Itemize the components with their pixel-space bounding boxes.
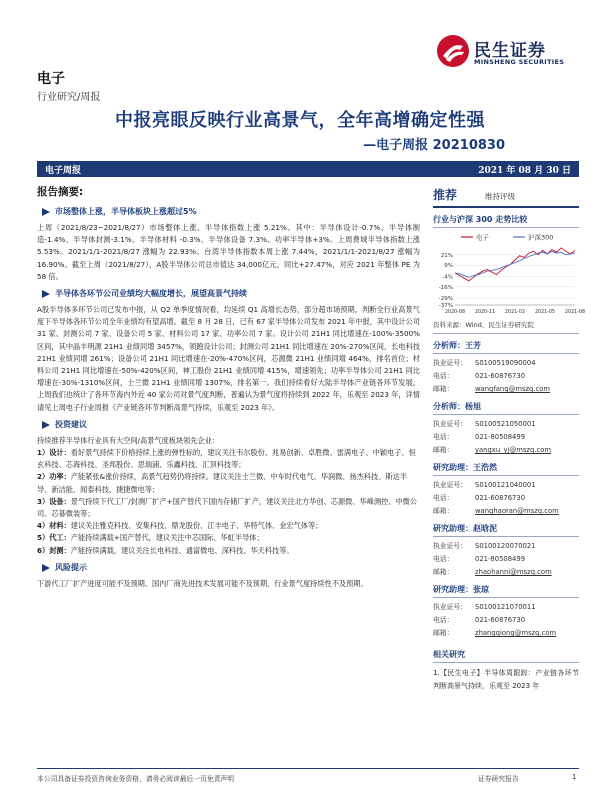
y-tick-label: 9%: [444, 263, 453, 270]
analyst-email-link[interactable]: zhaohanni@mszq.com: [475, 568, 552, 576]
chart-title: 行业与沪深 300 走势比较: [433, 212, 579, 228]
x-tick-label: 2020-08: [444, 310, 466, 315]
x-tick-label: 2021-08: [564, 310, 586, 315]
analyst-name: 研究助理：张琼: [433, 584, 579, 598]
bar-report-date: 2021 年 08 月 30 日: [478, 166, 571, 176]
analyst-email-link[interactable]: yangxu_yj@mszq.com: [475, 446, 551, 454]
analyst-cert-row: 执业证号： S0100519090004: [433, 359, 536, 367]
arrow-bullet-icon: [41, 289, 51, 299]
analyst-mail-row[interactable]: 邮箱： zhangqiong@mszq.com: [433, 627, 579, 639]
header-bar: [37, 161, 579, 177]
y-tick-label: -37%: [438, 303, 453, 309]
arrow-bullet-icon: [41, 420, 51, 430]
list-item: 1）设计：看好景气持续下价格持续上涨的弹性标的，建议关注韦尔股份、兆易创新、卓胜微、雷满电子、中颖电子、恒玄科技、芯海科技、圣邦股份、思瑞浦、乐鑫科技、汇顶科技等；: [37, 448, 416, 470]
related-research: [433, 647, 579, 692]
x-tick-label: 2021-02: [504, 310, 526, 315]
rating-value: 维持评级: [485, 192, 515, 201]
analyst-mail-row[interactable]: 邮箱： wangfang@mszq.com: [433, 383, 579, 395]
page-subtitle: —电子周报 20210830: [363, 138, 505, 153]
analyst-card: [433, 401, 579, 456]
trend-chart: [433, 231, 586, 317]
analyst-card: [433, 340, 579, 395]
analyst-card: [433, 462, 579, 517]
list-item: 2）功率：产能紧张&涨价持续，高景气趋势仍将持续。建议关注士兰微、中车时代电气、华润微、扬杰科技、斯达半导、新洁能、闻泰科技、捷捷微电等；: [37, 472, 408, 494]
arrow-bullet-icon: [41, 563, 51, 573]
y-tick-label: -29%: [438, 296, 453, 303]
sidebar-column: [433, 184, 586, 692]
analyst-cert-row: 执业证号： S0100121040001: [433, 481, 536, 489]
related-heading: 相关研究: [433, 647, 579, 663]
summary-column: [37, 184, 420, 590]
analyst-mail-row[interactable]: 邮箱： yangxu_yj@mszq.com: [433, 444, 579, 456]
x-tick-label: 2021-05: [534, 310, 556, 315]
list-item: 6）封测：产能持续满载，建议关注长电科技、通富微电、深科技、华天科技等。: [37, 545, 294, 555]
section-heading: 半导体各环节公司业绩均大幅度增长，展望高景气持续: [37, 287, 420, 301]
section-body: 上周（2021/8/23~2021/8/27）市场整体上涨，半导体指数上涨 5.21%。其中：半导体设计-0.7%、半导体制造-1.4%、半导体封测-3.1%、半导体材料 -0.3%、半导体设备 7.3%、功率半导体+3%。上周费城半导体指数上涨 5.53%。2021/1/1-2021/8/27 涨幅为 22.93%。台湾半导体指数本周上涨 7.44%，2021/1/1-2021/8/27 涨幅为 16.90%。截至上周（2021/8/27），A股半导体公司总市值达 34,000亿元，同比+27.47%，对应 2021 年整体 PE 为 58 倍。: [37, 223, 420, 281]
section-body: A股半导体多环节公司已发布中报，从 Q2 单季度情况看，均延续 Q1 高增长态势，部分超市场预期，判断全行业高景气度下半导体各环节公司全年业绩均有望高增。截至 8 月 28 日，已有 67 家半导体公司发布 2021 年中报，其中设计公司 31 家、封测公司 7 家、设备公司 5 家、材料公司 17 家、功率公司 7 家。设计公司 21H1 同比增速在-100%-3500%区间，其中晶丰明源 21H1 业绩同增 3457%，领跑设计公司；封测公司 21H1 同比增速在 20%-270%区间，长电科技 21H1 业绩同增 261%；设备公司 21H1 同比增速在-20%-470%区间，芯源微 21H1 业绩同增 464%，排名首位；材料公司 21H1 同比增速在-50%-420%区间，神工股份 21H1 业绩同增 415%，增速领先；功率半导体公司 21H1 同比增速在-30%-1310%区间，士兰微 21H1 业绩同增 1307%，排名第一。我们持续看好大陆半导体产业链各环节发展，上周我们也统计了各环节海内外近 40 家公司对景气度判断，普遍认为景气度将持续到 2022 年，乐观至 2023 年，详情请见上周电子行业周报《产业链各环节判断高景气持续，乐观至 2023 年》。: [37, 305, 420, 412]
footer-divider: [37, 768, 579, 769]
analyst-tel-row: 电话： 021-80508499: [433, 555, 526, 563]
trend-chart-svg: [433, 231, 586, 317]
footer-disclaimer: 本公司具备证券投资咨询业务资格，请务必阅读最后一页免责声明: [37, 775, 235, 783]
invest-intro: 持续推荐半导体行业具有大空间/高景气度板块领先企业：: [37, 435, 220, 445]
rating-label: 推荐: [433, 188, 458, 202]
analyst-name: 研究助理：赵晗泥: [433, 523, 579, 537]
arrow-bullet-icon: [41, 207, 51, 217]
analyst-mail-row[interactable]: 邮箱： zhaohanni@mszq.com: [433, 566, 579, 578]
risk-body: 下游代工厂扩产进度可能不及预期、国内厂商先进技术发展可能不及预期、行业景气度持续性不及预期。: [37, 578, 368, 588]
analyst-email-link[interactable]: wanghaoran@mszq.com: [475, 507, 559, 515]
analyst-mail-row[interactable]: 邮箱： wanghaoran@mszq.com: [433, 505, 579, 517]
bar-report-name: 电子周报: [45, 166, 82, 176]
company-logo: [436, 34, 576, 70]
report-type: 行业研究/周报: [37, 92, 101, 103]
summary-heading: 报告摘要:: [37, 186, 84, 198]
analyst-tel-row: 电话： 021-60876730: [433, 616, 526, 624]
legend-label: 电子: [476, 233, 489, 242]
analyst-cert-row: 执业证号： S0100521050001: [433, 420, 536, 428]
page-title: 中报亮眼反映行业高景气，全年高增确定性强: [115, 110, 485, 131]
industry-label: 电子: [37, 71, 65, 87]
analyst-list: [433, 340, 579, 639]
analyst-card: [433, 523, 579, 578]
section-heading: 投资建议: [37, 418, 420, 432]
analyst-cert-row: 执业证号： S0100121070011: [433, 603, 536, 611]
section-heading: 市场整体上涨，半导体板块上涨超过5%: [37, 205, 420, 219]
analyst-email-link[interactable]: zhangqiong@mszq.com: [475, 629, 557, 637]
y-tick-label: -16%: [438, 284, 453, 291]
logo-text-cn: 民生证券: [474, 41, 546, 61]
section-heading: 风险提示: [37, 561, 420, 575]
footer-label: 证券研究报告: [478, 775, 519, 783]
logo-mark-icon: [436, 34, 470, 68]
legend-label: 沪深300: [528, 233, 554, 242]
rating-row: [433, 184, 579, 208]
x-tick-label: 2020-11: [474, 310, 496, 315]
analyst-tel-row: 电话： 021-60876730: [433, 494, 526, 502]
y-tick-label: 21%: [440, 252, 453, 259]
logo-text-en: MINSHENG SECURITIES: [474, 58, 565, 66]
list-item: 4）材料：建议关注雅克科技、安集科技、鼎龙股份、江丰电子、华特气体、金宏气体等；: [37, 521, 323, 531]
analyst-name: 分析师：王芳: [433, 340, 579, 354]
analyst-name: 分析师：杨旭: [433, 401, 579, 415]
analyst-cert-row: 执业证号： S0100120070021: [433, 542, 536, 550]
related-item: 1.【民生电子】半导体周跟踪：产业链各环节判断高景气持续，乐观至 2023 年: [433, 669, 579, 690]
series-line-沪深300: [455, 251, 575, 277]
y-tick-label: -4%: [442, 274, 453, 281]
page-number: 1: [572, 773, 577, 781]
invest-list: [37, 447, 420, 557]
analyst-tel-row: 电话： 021-80508499: [433, 433, 526, 441]
list-item: 5）代工：产能持续满载+国产替代，建议关注中芯国际、华虹半导体；: [37, 533, 264, 543]
analyst-card: [433, 584, 579, 639]
analyst-email-link[interactable]: wangfang@mszq.com: [475, 385, 551, 393]
analyst-name: 研究助理：王浩然: [433, 462, 579, 476]
chart-source: 资料来源：Wind，民生证券研究院: [433, 317, 579, 334]
analyst-tel-row: 电话： 021-60876730: [433, 372, 526, 380]
list-item: 3）设备：景气持续下代工厂/封测厂扩产+国产替代下国内存储厂扩产，建议关注北方华创、芯源微、华峰测控、中微公司、芯碁微装等；: [37, 496, 418, 519]
